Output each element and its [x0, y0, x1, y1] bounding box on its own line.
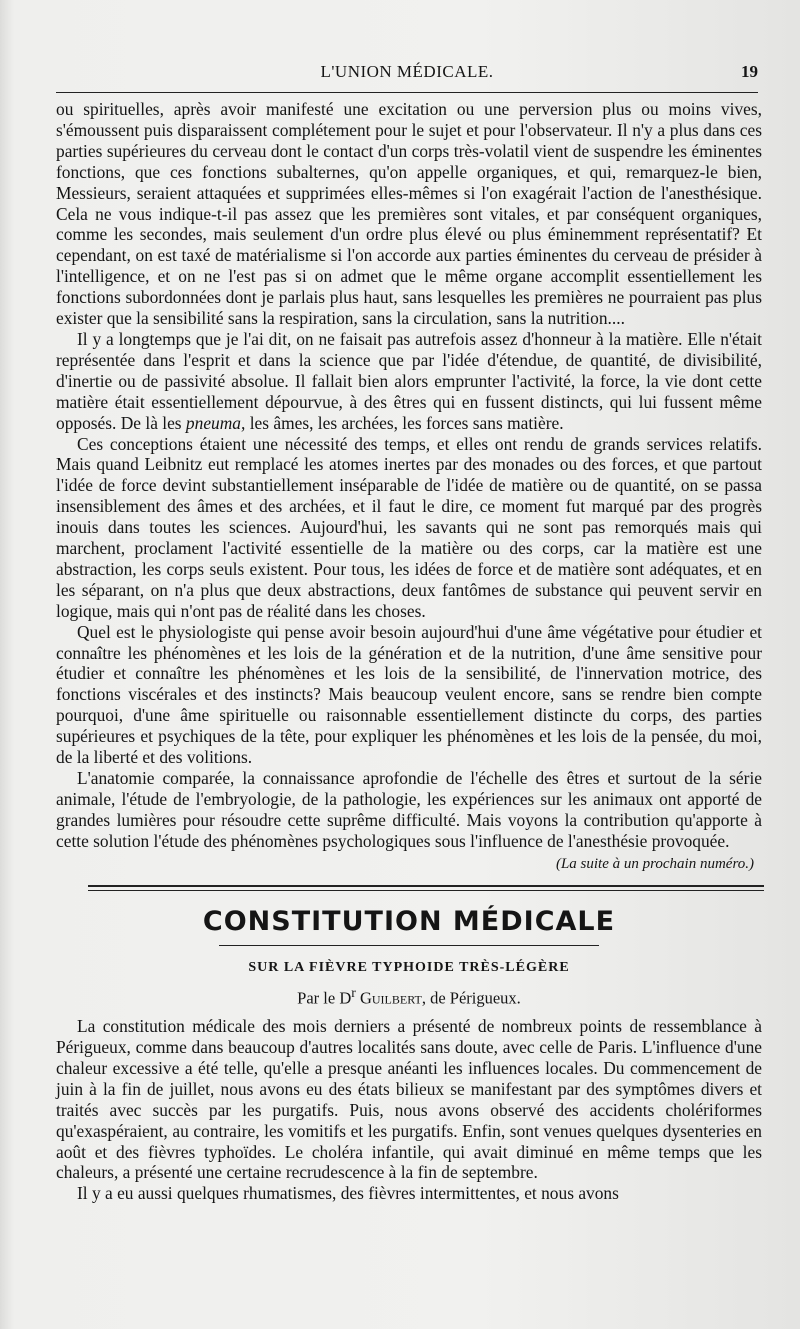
paragraph: La constitution médicale des mois derniers a présenté de nombreux points de ressemblance à Périgueux, comme dans beaucoup d'autres localités sans doute, avec celle de Paris. L'influence d'une chaleur excessive a été telle, qu'elle a presque anéanti les influences locales. Du commencement de juin à la fin de juillet, nous avons eu des états bilieux se manifestant par des symptômes divers et traités avec succès par les purgatifs. Puis, nous avons observé des accidents cholériformes qu'exaspéraient, au contraire, les vomitifs et les purgatifs. Enfin, sont venues quelques dysenteries en août et des fièvres typhoïdes. Le choléra infantile, qui avait diminué en même temps que les chaleurs, a présenté une certaine recrudescence à la fin de septembre. [56, 1016, 762, 1183]
paragraph [56, 329, 762, 434]
paragraph-text: Il y a longtemps que je l'ai dit, on ne faisait pas autrefois assez d'honneur à la matière. Elle n'était représentée dans l'esprit et dans la science que par l'idée d'étendue, de quantité, de divisibilité, d'inertie ou de passivité absolue. Il fallait bien alors emprunter l'activité, la force, la vie dont cette matière était essentiellement dépourvue, à des êtres qui en fussent distincts, qui lui fussent même opposés. De là les [56, 328, 762, 433]
byline-suffix: , de Périgueux. [421, 988, 521, 1008]
header-rule [56, 92, 758, 93]
running-title: L'UNION MÉDICALE. [320, 62, 494, 81]
paragraph: Ces conceptions étaient une nécessité des temps, et elles ont rendu de grands services relatifs. Mais quand Leibnitz eut remplacé les atomes inertes par des monades ou des forces, et que partout l'idée de force devint substantiellement inséparable de l'idée de matière ou de quantité, on se passa insensiblement des âmes et des archées, et il faut le dire, ce moment fut marqué par des progrès inouis dans toutes les sciences. Aujourd'hui, les savants qui ne sont pas remorqués mais qui marchent, proclament l'activité essentielle de la matière ou des corps, car la matière est une abstraction, les corps seuls existent. Pour tous, les idées de force et de matière sont adéquates, et en les séparant, on n'a plus que deux abstractions, deux fantômes de substance qui peuvent servir en logique, mais qui n'ont pas de réalité dans les choses. [56, 433, 762, 621]
author-name: Guilbert [359, 988, 422, 1008]
article-body [56, 99, 762, 1204]
title-rule [219, 945, 599, 946]
paragraph-text: les âmes, les archées, les forces sans matière. [245, 412, 564, 433]
section-title: CONSTITUTION MÉDICALE [202, 905, 616, 937]
paragraph: ou spirituelles, après avoir manifesté une excitation ou une perversion plus ou moins vives, s'émoussent puis disparaissent complétement pour le sujet et pour l'observateur. Il n'y a plus dans ces parties supérieures du cerveau dont le contact d'un corps très-volatil vient de suspendre les éminentes fonctions, que ces fonctions subalternes, qu'on appelle organiques, et qui, remarquez-le bien, Messieurs, seraient attaquées et supprimées elles-mêmes si l'on exagérait l'action de l'anesthésique. Cela ne vous indique-t-il pas assez que les premières sont vitales, et par conséquent organiques, comme les secondes, mais seulement d'un ordre plus élevé ou plus éminemment représentatif? Et cependant, on est taxé de matérialisme si l'on accorde aux parties éminentes du cerveau de présider à l'intelligence, et on ne l'est pas si on admet que le même organe accomplit essentiellement les fonctions subordonnées dont je parlais plus haut, sans lesquelles les premières ne pourraient pas plus exister que la sensibilité sans la respiration, sans la circulation, sans la nutrition.... [56, 99, 762, 329]
page-number: 19 [741, 62, 758, 81]
page-header [56, 62, 758, 84]
italic-term: pneuma, [185, 412, 246, 433]
byline-sup: r [351, 984, 356, 1000]
byline [56, 985, 762, 1009]
continuation-note: (La suite à un prochain numéro.) [555, 855, 754, 872]
paragraph: Quel est le physiologiste qui pense avoir besoin aujourd'hui d'une âme végétative pour étudier et connaître les phénomènes et les lois de la génération et de la nutrition, d'une âme sensitive pour étudier et connaître les phénomènes et les lois de la sensibilité, de l'innervation motrice, des fonctions viscérales et des instincts? Mais beaucoup veulent encore, sans se rendre bien compte pourquoi, d'une âme spirituelle ou raisonnable essentiellement distincte du corps, des parties supérieures et psychiques de la tête, pour expliquer les phénomènes et les lois de la pensée, du moi, de la liberté et des volitions. [56, 621, 762, 768]
byline-prefix: Par le D [297, 988, 352, 1008]
paragraph: L'anatomie comparée, la connaissance aprofondie de l'échelle des êtres et surtout de la série animale, l'étude de l'embryologie, de la pathologie, les expériences sur les animaux ont apporté de grandes lumières pour résoudre cette suprême difficulté. Mais voyons la contribution qu'apporte à cette solution l'étude des phénomènes psychologiques sous l'influence de l'anesthésie provoquée. [56, 768, 762, 851]
section-subtitle: SUR LA FIÈVRE TYPHOIDE TRÈS-LÉGÈRE [248, 959, 570, 975]
paragraph: Il y a eu aussi quelques rhumatismes, des fièvres intermittentes, et nous avons [77, 1183, 619, 1204]
section-divider [88, 885, 764, 891]
